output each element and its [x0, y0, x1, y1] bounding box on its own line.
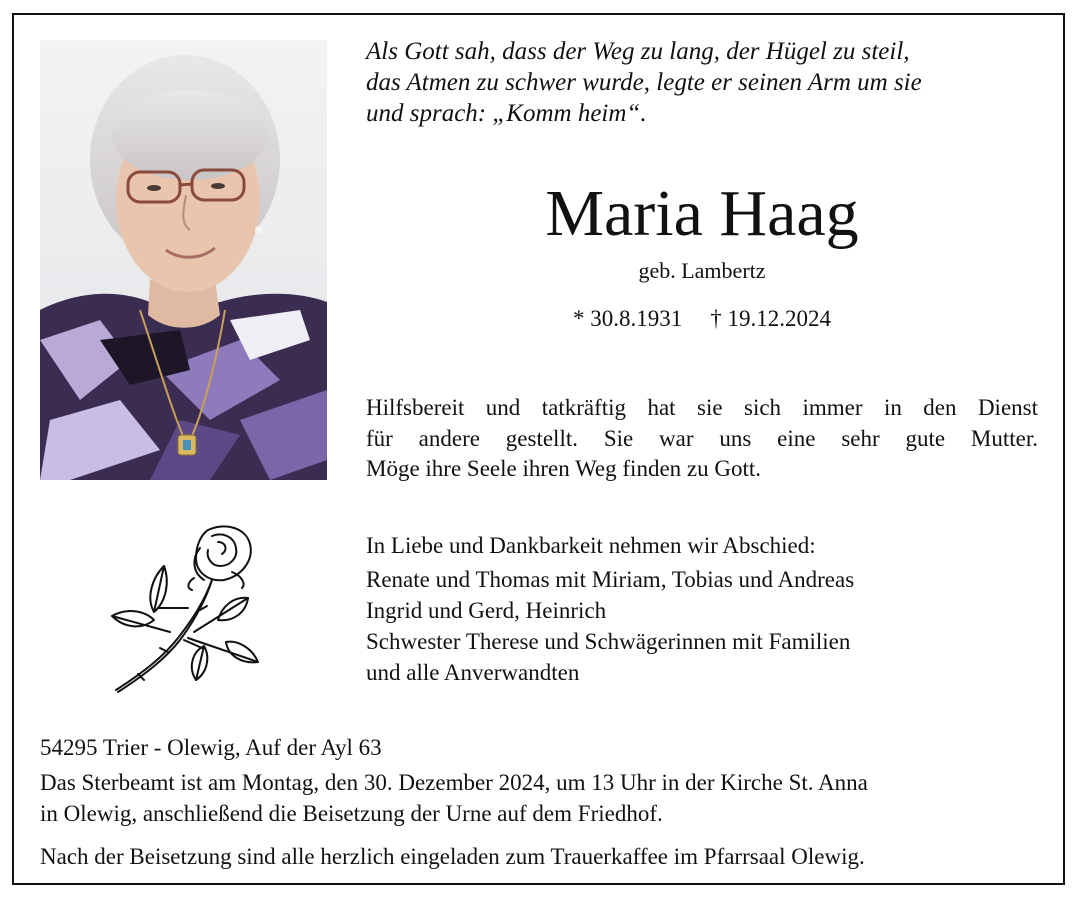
mourner-line: Renate und Thomas mit Miriam, Tobias und Andreas: [366, 567, 855, 592]
birth-date: * 30.8.1931: [573, 306, 683, 331]
portrait-photo: [40, 40, 327, 480]
memorial-quote: [366, 36, 1046, 129]
tribute-line: für andere gestellt. Sie war uns eine sehr gute Mutter.: [366, 425, 1038, 451]
tribute-line: Hilfsbereit und tatkräftig hat sie sich immer in den Dienst: [366, 395, 1038, 420]
farewell-section: [366, 530, 1056, 688]
rose-icon: [108, 522, 264, 694]
quote-line: Als Gott sah, dass der Weg zu lang, der Hügel zu steil,: [366, 38, 910, 65]
tribute-text: [366, 393, 1038, 485]
mourner-line: und alle Anverwandten: [366, 660, 580, 685]
portrait-image: [40, 40, 327, 480]
tribute-line: Möge ihre Seele ihren Weg finden zu Gott.: [366, 456, 761, 481]
mourner-line: Schwester Therese und Schwägerinnen mit Familien: [366, 629, 851, 654]
deceased-name: Maria Haag: [545, 177, 859, 250]
mourner-line: Ingrid und Gerd, Heinrich: [366, 598, 607, 623]
service-info: [40, 768, 1050, 829]
death-date: † 19.12.2024: [710, 306, 831, 331]
quote-line: das Atmen zu schwer wurde, legte er seinen Arm um sie: [366, 69, 922, 96]
life-dates: [366, 303, 1038, 335]
service-line: in Olewig, anschließend die Beisetzung der Urne auf dem Friedhof.: [40, 800, 663, 826]
quote-line: und sprach: „Komm heim“.: [366, 100, 647, 127]
farewell-intro: In Liebe und Dankbarkeit nehmen wir Abschied:: [366, 533, 816, 558]
reception-info: Nach der Beisetzung sind alle herzlich eingeladen zum Trauerkaffee im Pfarrsaal Olewig.: [40, 844, 865, 869]
family-address: 54295 Trier - Olewig, Auf der Ayl 63: [40, 735, 382, 760]
maiden-name: geb. Lambertz: [638, 258, 766, 283]
service-line: Das Sterbeamt ist am Montag, den 30. Dezember 2024, um 13 Uhr in der Kirche St. Anna: [40, 770, 868, 795]
